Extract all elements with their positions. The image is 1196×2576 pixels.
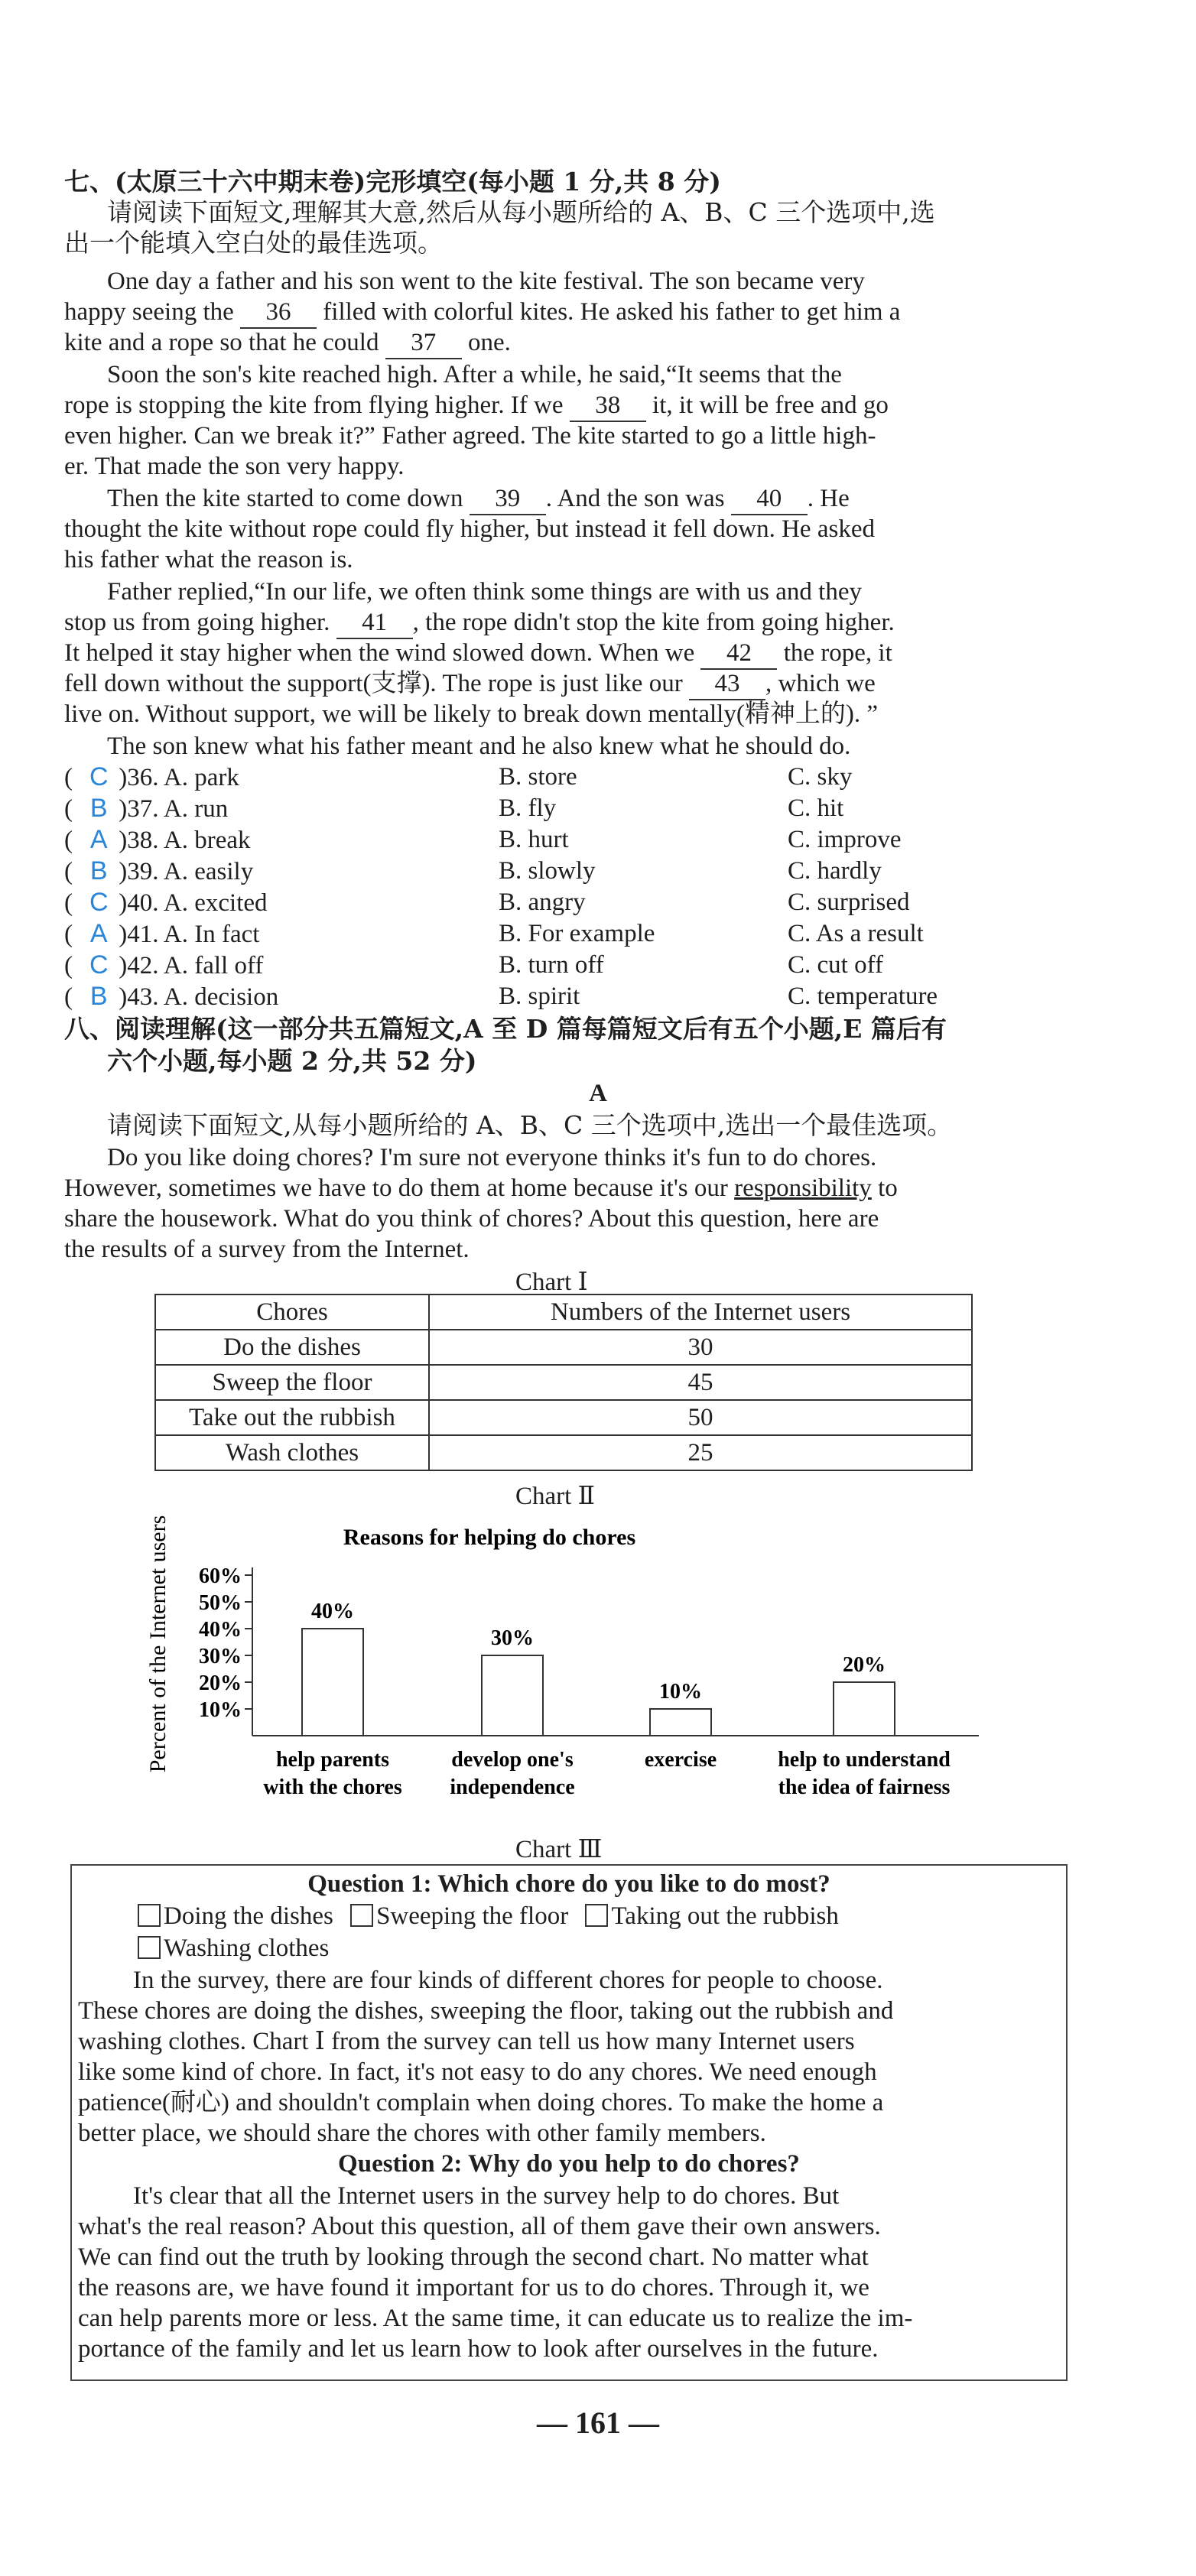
cloze-line: Soon the son's kite reached high. After a while, he said,“It seems that the [107,361,842,388]
answer-mark: C [89,950,109,979]
chart2-label: Chart Ⅱ [515,1483,595,1510]
option-b: B. store [499,763,577,791]
question2-title: Question 2: Why do you help to do chores? [338,2150,800,2178]
section7-instruction-1: 请阅读下面短文,理解其大意,然后从每小题所给的 A、B、C 三个选项中,选 [107,197,935,227]
answer-mark: B [89,982,108,1011]
table-row [155,1365,972,1400]
question1-title: Question 1: Which chore do you like to do most? [307,1870,830,1898]
y-tick-label: 20% [199,1671,242,1695]
answer-mark: B [89,794,108,823]
option-b: B. turn off [499,951,604,979]
y-tick-label: 40% [199,1618,242,1642]
question1-options-2: Washing clothes [138,1933,329,1964]
blank-40: 40 [731,483,808,515]
bar-value-label: 40% [311,1600,354,1623]
answer-mark: A [89,825,108,854]
option-c: C. temperature [788,983,938,1010]
category-label: exercise [644,1748,717,1772]
cloze-line: even higher. Can we break it?” Father agreed. The kite started to go a little high- [64,422,876,450]
box-line: better place, we should share the chores with other family members. [78,2120,766,2147]
cloze-line: The son knew what his father meant and he also knew what he should do. [107,733,851,760]
table-row [155,1330,972,1365]
underlined-word: responsibility [734,1174,872,1202]
blank-41: 41 [336,607,413,639]
passage-line: Do you like doing chores? I'm sure not everyone thinks it's fun to do chores. [107,1144,877,1171]
checkbox-icon[interactable] [138,1904,161,1927]
cloze-line: kite and a rope so that he could 37 one. [64,327,1058,359]
category-label: develop one's [451,1748,574,1772]
category-label: with the chores [263,1775,402,1799]
cloze-line: fell down without the support(支撑). The rope is just like our 43 , which we [64,668,1058,700]
bar-value-label: 20% [843,1653,886,1677]
box-line: what's the real reason? About this question, all of them gave their own answers. [78,2213,881,2240]
table-cell: Sweep the floor [155,1365,429,1400]
cloze-line: Then the kite started to come down 39 . And the son was 40 . He [107,483,1101,515]
survey-box [70,1864,1068,2381]
question-row: ( B )37. A. run [64,794,229,823]
option-c: C. surprised [788,888,910,916]
table-cell: Take out the rubbish [155,1400,429,1435]
checkbox-icon[interactable] [138,1936,161,1959]
table-cell: 50 [429,1400,972,1435]
table-cell: 25 [429,1435,972,1470]
question-row: ( B )43. A. decision [64,982,279,1011]
cloze-line: rope is stopping the kite from flying higher. If we 38 it, it will be free and go [64,390,1058,422]
table-cell: Do the dishes [155,1330,429,1365]
blank-38: 38 [570,390,646,422]
chores-table [154,1294,973,1471]
category-label: independence [450,1775,575,1799]
cloze-line: live on. Without support, we will be likely to break down mentally(精神上的). ” [64,700,878,728]
chart3-label: Chart Ⅲ [515,1836,603,1863]
table-row [155,1400,972,1435]
table-header: Numbers of the Internet users [429,1294,972,1330]
section8-heading-2: 六个小题,每小题 2 分,共 52 分) [107,1046,477,1076]
box-line: We can find out the truth by looking through the second chart. No matter what [78,2243,869,2271]
answer-mark: C [89,888,109,917]
reasons-bar-chart [138,1506,994,1835]
y-axis-label: Percent of the Internet users [145,1515,171,1773]
blank-39: 39 [470,483,546,515]
option-b: B. angry [499,888,586,916]
option-c: C. hit [788,794,844,822]
table-header: Chores [155,1294,429,1330]
answer-mark: C [89,762,109,791]
box-line: In the survey, there are four kinds of different chores for people to choose. [133,1967,883,1994]
chart-title: Reasons for helping do chores [343,1525,636,1550]
passage-line: the results of a survey from the Internet. [64,1236,470,1263]
cloze-line: Father replied,“In our life, we often think some things are with us and they [107,578,862,606]
blank-37: 37 [385,327,462,359]
checkbox-icon[interactable] [350,1904,373,1927]
passage-instruction: 请阅读下面短文,从每小题所给的 A、B、C 三个选项中,选出一个最佳选项。 [107,1110,953,1140]
question1-options: Doing the dishes Sweeping the floor Taking out the rubbish [138,1901,839,1931]
question-row: ( C )40. A. excited [64,888,268,917]
passage-label: A [589,1080,607,1107]
cloze-line: stop us from going higher. 41 , the rope didn't stop the kite from going higher. [64,607,1058,639]
question-row: ( C )36. A. park [64,762,239,791]
box-line: portance of the family and let us learn how to look after ourselves in the future. [78,2335,879,2363]
box-line: patience(耐心) and shouldn't complain when doing chores. To make the home a [78,2089,884,2116]
option-b: B. fly [499,794,557,822]
chart1-label: Chart Ⅰ [515,1269,588,1296]
table-cell: Wash clothes [155,1435,429,1470]
checkbox-icon[interactable] [585,1904,608,1927]
option-b: B. slowly [499,857,596,885]
option-c: C. improve [788,826,902,853]
option-c: C. hardly [788,857,882,885]
answer-mark: B [89,856,108,885]
y-tick-label: 60% [199,1564,242,1588]
cloze-line: er. That made the son very happy. [64,453,405,480]
box-line: the reasons are, we have found it important for us to do chores. Through it, we [78,2274,869,2302]
option-b: B. spirit [499,983,580,1010]
box-line: These chores are doing the dishes, sweeping the floor, taking out the rubbish and [78,1997,894,2025]
cloze-line: his father what the reason is. [64,546,353,573]
bar-value-label: 30% [491,1626,534,1650]
question-row: ( B )39. A. easily [64,856,254,885]
blank-43: 43 [689,668,765,700]
box-line: can help parents more or less. At the same time, it can educate us to realize the im- [78,2305,913,2332]
category-label: help to understand [778,1748,951,1772]
option-b: B. For example [499,920,655,947]
y-tick-label: 10% [199,1698,242,1722]
category-label: help parents [275,1748,390,1772]
category-label: the idea of fairness [778,1775,951,1799]
answer-mark: A [89,919,108,948]
table-cell: 45 [429,1365,972,1400]
y-tick-label: 50% [199,1591,242,1615]
y-tick-label: 30% [199,1645,242,1668]
bar [482,1655,543,1736]
page-number: — 161 — [537,2405,659,2440]
option-c: C. As a result [788,920,924,947]
question-row: ( A )41. A. In fact [64,919,260,948]
bar [302,1629,363,1736]
table-cell: 30 [429,1330,972,1365]
passage-line: share the housework. What do you think of chores? About this question, here are [64,1205,879,1233]
blank-42: 42 [700,638,777,670]
option-c: C. cut off [788,951,883,979]
box-line: like some kind of chore. In fact, it's not easy to do any chores. We need enough [78,2058,877,2086]
table-row [155,1435,972,1470]
box-line: washing clothes. Chart Ⅰ from the survey can tell us how many Internet users [78,2028,855,2055]
question-row: ( A )38. A. break [64,825,251,854]
passage-line: However, sometimes we have to do them at home because it's our responsibility to [64,1174,898,1202]
section7-heading: 七、(太原三十六中期末卷)完形填空(每小题 1 分,共 8 分) [64,167,721,197]
section7-instruction-2: 出一个能填入空白处的最佳选项。 [64,228,443,258]
bar-value-label: 10% [659,1680,702,1704]
cloze-line: happy seeing the 36 filled with colorful kites. He asked his father to get him a [64,297,1058,329]
cloze-line: thought the kite without rope could fly higher, but instead it fell down. He asked [64,515,875,543]
cloze-line: It helped it stay higher when the wind slowed down. When we 42 the rope, it [64,638,1058,670]
question-row: ( C )42. A. fall off [64,950,264,979]
cloze-line: One day a father and his son went to the kite festival. The son became very [107,268,865,295]
section8-heading: 八、阅读理解(这一部分共五篇短文,A 至 D 篇每篇短文后有五个小题,E 篇后有 [64,1014,947,1044]
option-b: B. hurt [499,826,569,853]
option-c: C. sky [788,763,853,791]
blank-36: 36 [240,297,317,329]
bar [650,1709,711,1736]
box-line: It's clear that all the Internet users in the survey help to do chores. But [133,2182,840,2210]
bar [834,1682,895,1736]
